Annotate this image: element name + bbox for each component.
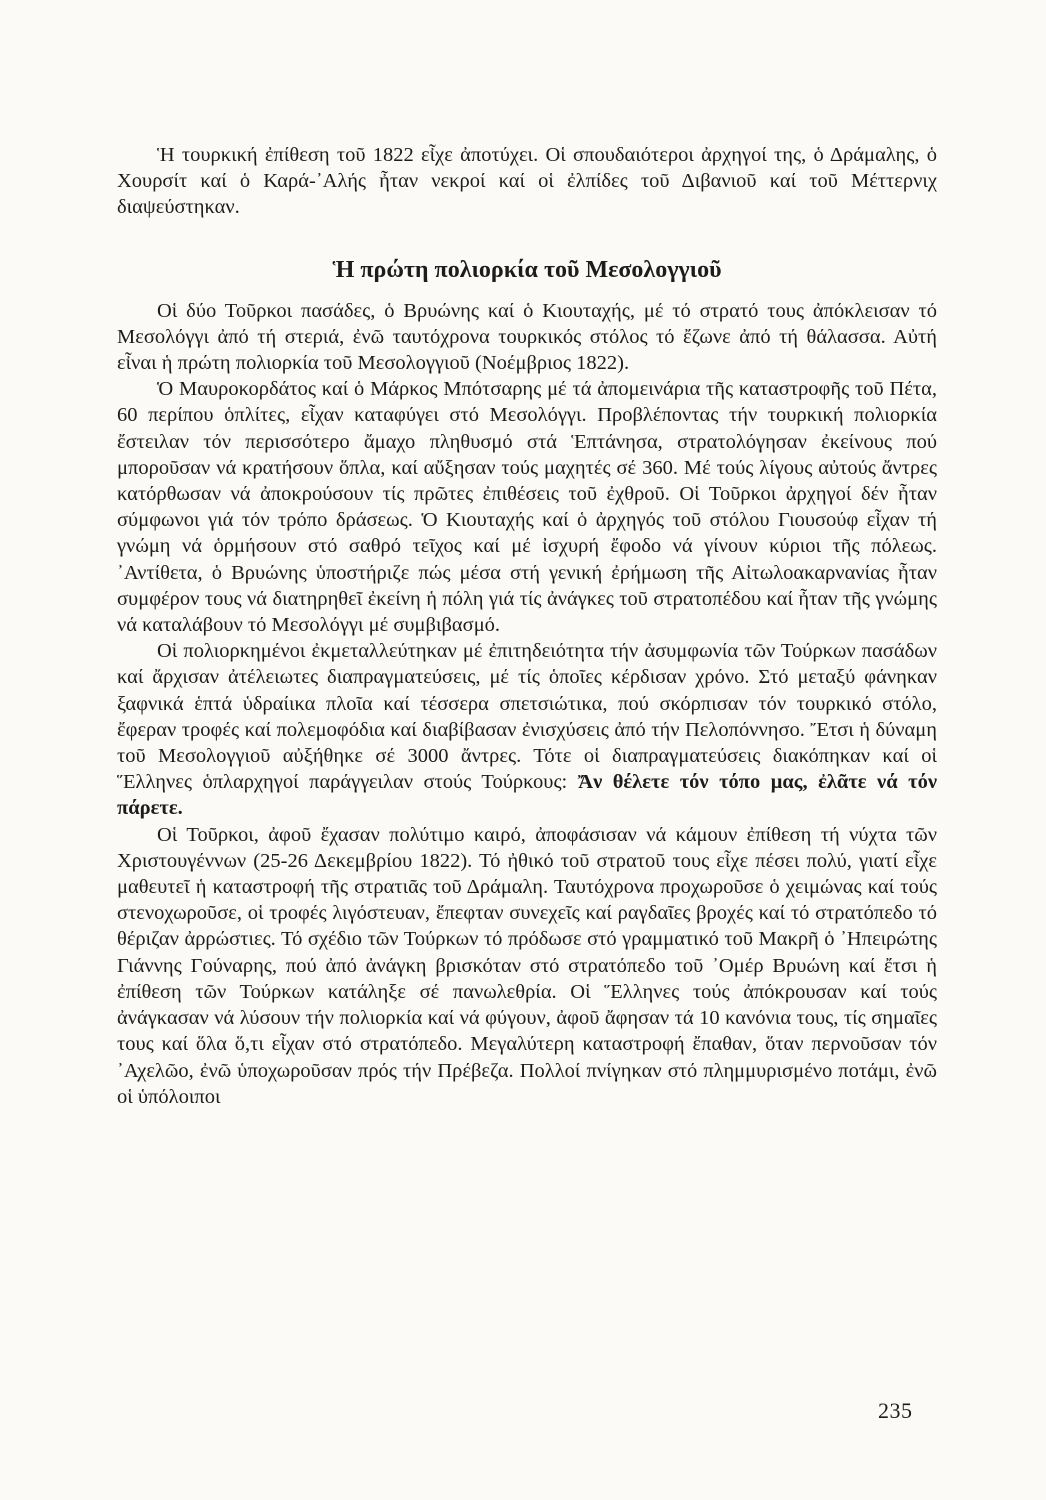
page-number: 235 [878, 1398, 913, 1423]
paragraph-christmas-attack: Οἱ Τοῦρκοι, ἀφοῦ ἔχασαν πολύτιμο καιρό, ἀποφάσισαν νά κάμουν ἐπίθεση τή νύχτα τῶν Χριστουγέννων (25-26 Δεκεμβρίου 1822). Τό ἠθικό τοῦ στρατοῦ τους εἶχε πέσει πολύ, γιατί εἶχε μαθευτεῖ ἡ καταστροφή τῆς στρατιᾶς τοῦ Δράμαλη. Ταυτόχρονα προχωροῦσε ὁ χειμώνας καί τούς στενοχωροῦσε, οἱ τροφές λιγόστευαν, ἔπεφταν συνεχεῖς καί ραγδαῖες βροχές καί τό στρατόπεδο τό θέριζαν ἀρρώστιες. Τό σχέδιο τῶν Τούρκων τό πρόδωσε στό γραμματικό τοῦ Μακρῆ ὁ ᾿Ηπειρώτης Γιάννης Γούναρης, πού ἀπό ἀνάγκη βρισκόταν στό στρατόπεδο τοῦ ᾿Ομέρ Βρυώνη καί ἔτσι ἡ ἐπίθεση τῶν Τούρκων κατάληξε σέ πανωλεθρία. Οἱ Ἕλληνες τούς ἀπόκρουσαν καί τούς ἀνάγκασαν νά λύσουν τήν πολιορκία καί νά φύγουν, ἀφοῦ ἄφησαν τά 10 κανόνια τους, τίς σημαῖες τους καί ὅλα ὅ,τι εἶχαν στό στρατόπεδο. Μεγαλύτερη καταστροφή ἔπαθαν, ὅταν περνοῦσαν τόν ᾿Αχελῶο, ἐνῶ ὑποχωροῦσαν πρός τήν Πρέβεζα. Πολλοί πνίγηκαν στό πλημμυρισμένο ποτάμι, ἐνῶ οἱ ὑπόλοιποι [117, 823, 937, 1108]
bold-quote: Ἄν θέλετε τόν τόπο μας, ἐλᾶτε νά τόν πάρετε. [117, 771, 937, 820]
page-body [117, 142, 937, 1110]
paragraph-siege-start: Οἱ δύο Τοῦρκοι πασάδες, ὁ Βρυώνης καί ὁ Κιουταχής, μέ τό στρατό τους ἀπόκλεισαν τό Μεσολόγγι ἀπό τή στεριά, ἐνῶ ταυτόχρονα τουρκικός στόλος τό ἔζωνε ἀπό τή θάλασσα. Αὐτή εἶναι ἡ πρώτη πολιορκία τοῦ Μεσολογγιοῦ (Νοέμβριος 1822). [117, 299, 937, 375]
intro-paragraph: Ἡ τουρκική ἐπίθεση τοῦ 1822 εἶχε ἀποτύχει. Οἱ σπουδαιότεροι ἀρχηγοί της, ὁ Δράμαλης, ὁ Χουρσίτ καί ὁ Καρά-᾿Αλής ἦταν νεκροί καί οἱ ἐλπίδες τοῦ Διβανιοῦ καί τοῦ Μέττερνιχ διαψεύστηκαν. [117, 144, 937, 219]
paragraph-negotiations [117, 638, 937, 821]
paragraph-defenders: Ὁ Μαυροκορδάτος καί ὁ Μάρκος Μπότσαρης μέ τά ἀπομεινάρια τῆς καταστροφῆς τοῦ Πέτα, 60 περίπου ὁπλίτες, εἶχαν καταφύγει στό Μεσολόγγι. Προβλέποντας τήν τουρκική πολιορκία ἔστειλαν τόν περισσότερο ἄμαχο πληθυσμό στά Ἑπτάνησα, στρατολόγησαν ἐκείνους πού μποροῦσαν νά κρατήσουν ὅπλα, καί αὔξησαν τούς μαχητές σέ 360. Μέ τούς λίγους αὐτούς ἄντρες κατόρθωσαν νά ἀποκρούσουν τίς πρῶτες ἐπιθέσεις τοῦ ἐχθροῦ. Οἱ Τοῦρκοι ἀρχηγοί δέν ἦταν σύμφωνοι γιά τόν τρόπο δράσεως. Ὁ Κιουταχής καί ὁ ἀρχηγός τοῦ στόλου Γιουσούφ εἶχαν τή γνώμη νά ὁρμήσουν στό σαθρό τεῖχος καί μέ ἰσχυρή ἔφοδο νά γίνουν κύριοι τῆς πόλεως. ᾿Αντίθετα, ὁ Βρυώνης ὑποστήριζε πώς μέσα στή γενική ἐρήμωση τῆς Αἰτωλοακαρνανίας ἦταν συμφέρον τους νά διατηρηθεῖ ἐκείνη ἡ πόλη γιά τίς ἀνάγκες τοῦ στρατοπέδου καί ἦταν τῆς γνώμης νά καταλάβουν τό Μεσολόγγι μέ συμβιβασμό. [117, 378, 937, 637]
negotiations-text: Οἱ πολιορκημένοι ἐκμεταλλεύτηκαν μέ ἐπιτηδειότητα τήν ἀσυμφωνία τῶν Τούρκων πασάδων καί ἄρχισαν ἀτέλειωτες διαπραγματεύσεις, μέ τίς ὁποῖες κέρδισαν χρόνο. Στό μεταξύ φάνηκαν ξαφνικά ἑπτά ὑδραίικα πλοῖα καί τέσσερα σπετσιώτικα, πού σκόρπισαν τόν τουρκικό στόλο, ἔφεραν τροφές καί πολεμοφόδια καί διαβίβασαν ἐνισχύσεις ἀπό τήν Πελοπόννησο. Ἔτσι ἡ δύναμη τοῦ Μεσολογγιοῦ αὐξήθηκε σέ 3000 ἄντρες. Τότε οἱ διαπραγματεύσεις διακόπηκαν καί οἱ Ἕλληνες ὁπλαρχηγοί παράγγειλαν στούς Τούρκους: [117, 640, 937, 794]
section-heading: Ἡ πρώτη πολιορκία τοῦ Μεσολογγιοῦ [332, 256, 722, 283]
